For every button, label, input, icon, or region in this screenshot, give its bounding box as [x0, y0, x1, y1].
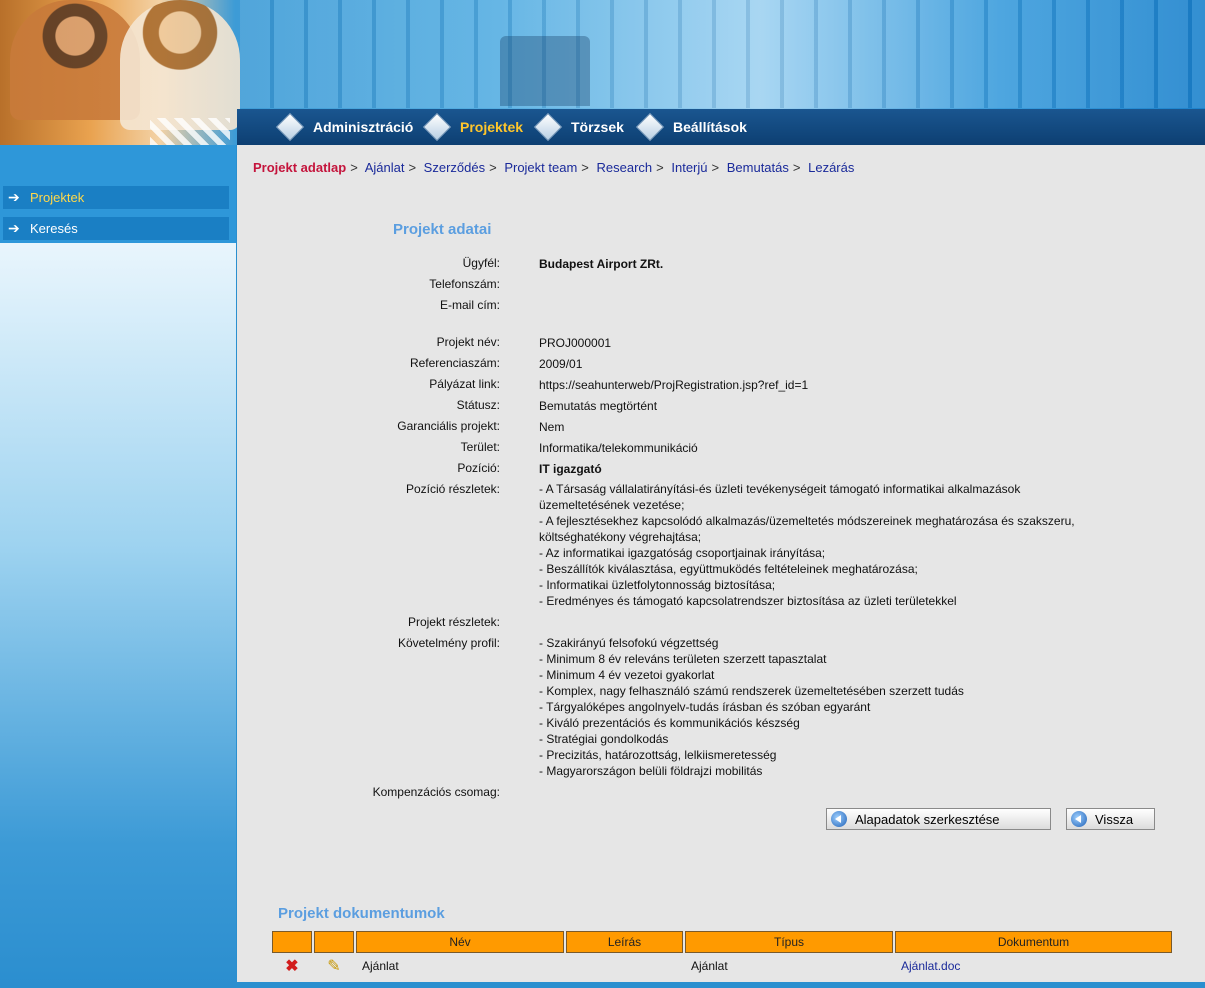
table-header-row	[272, 931, 1172, 953]
delete-cell	[272, 953, 312, 979]
document-name: Ajánlat	[362, 959, 399, 973]
table-row	[272, 953, 1172, 979]
documents-section-title: Projekt dokumentumok	[278, 905, 445, 922]
breadcrumb-item-research[interactable]: Research	[596, 160, 653, 175]
nav-diamond-icon	[277, 114, 303, 140]
field-value-tender-link: https://seahunterweb/ProjRegistration.jsp?ref_id=1	[539, 378, 809, 392]
document-description	[566, 953, 683, 979]
pencil-icon[interactable]: ✎	[327, 958, 341, 975]
requirement-line: - Tárgyalóképes angolnyelv-tudás írásban és szóban egyaránt	[539, 700, 871, 714]
field-label-position: Pozíció:	[457, 461, 500, 475]
column-header-type[interactable]: Típus	[685, 931, 893, 953]
column-header-description[interactable]: Leírás	[566, 931, 683, 953]
requirement-line: - Minimum 8 év releváns területen szerzett tapasztalat	[539, 652, 827, 666]
banner-office-image	[240, 0, 1205, 108]
breadcrumb-separator: >	[711, 160, 720, 175]
column-header-document[interactable]: Dokumentum	[895, 931, 1172, 953]
field-label-project-details: Projekt részletek:	[407, 615, 500, 629]
back-button[interactable]	[1066, 808, 1155, 830]
field-label-requirements: Követelmény profil:	[397, 636, 500, 650]
field-label-email: E-mail cím:	[440, 298, 500, 312]
sidebar	[0, 145, 236, 988]
back-label: Vissza	[1095, 811, 1134, 827]
requirement-line: - Komplex, nagy felhasználó számú rendszerek üzemeltetésében szerzett tudás	[539, 684, 964, 698]
column-header-edit	[314, 931, 354, 953]
breadcrumb-item-szerzodes[interactable]: Szerződés	[423, 160, 486, 175]
field-label-client: Ügyfél:	[462, 256, 500, 270]
nav-item-label: Törzsek	[571, 119, 624, 135]
breadcrumb-separator: >	[350, 160, 358, 175]
field-label-status: Státusz:	[456, 398, 500, 412]
position-detail-line: - Beszállítók kiválasztása, együttmuködés feltételeinek meghatározása;	[539, 562, 918, 576]
breadcrumb-item-projekt-team[interactable]: Projekt team	[504, 160, 578, 175]
banner-pixel-decoration	[150, 118, 230, 145]
field-label-reference: Referenciaszám:	[409, 356, 500, 370]
banner-person-image	[120, 0, 240, 130]
nav-diamond-icon	[637, 114, 663, 140]
breadcrumb-separator: >	[489, 160, 497, 175]
main-content	[237, 145, 1205, 982]
field-value-requirements	[539, 635, 1159, 779]
breadcrumb-separator: >	[792, 160, 801, 175]
breadcrumb	[253, 160, 854, 175]
requirement-line: - Szakirányú felsofokú végzettség	[539, 636, 719, 650]
project-section-title: Projekt adatai	[393, 221, 492, 238]
column-header-delete	[272, 931, 312, 953]
field-value-guarantee: Nem	[539, 420, 565, 434]
banner-desk-image	[500, 36, 590, 106]
edit-basic-data-label: Alapadatok szerkesztése	[855, 811, 1000, 827]
requirement-line: - Precizitás, határozottság, lelkiismeretesség	[539, 748, 777, 762]
document-file-link[interactable]: Ajánlat.doc	[901, 959, 961, 973]
top-navigation	[237, 109, 1205, 145]
field-value-area: Informatika/telekommunikáció	[539, 441, 698, 455]
sidebar-item-label: Projektek	[30, 190, 85, 205]
sidebar-item-kereses[interactable]	[3, 217, 229, 240]
breadcrumb-item-bemutatas[interactable]: Bemutatás	[726, 160, 789, 175]
nav-item-torzsek[interactable]	[535, 109, 624, 145]
breadcrumb-item-interju[interactable]: Interjú	[671, 160, 708, 175]
nav-item-label: Projektek	[460, 119, 524, 135]
requirement-line: - Minimum 4 év vezetoi gyakorlat	[539, 668, 715, 682]
field-label-phone: Telefonszám:	[429, 277, 500, 291]
breadcrumb-item-ajanlat[interactable]: Ajánlat	[364, 160, 405, 175]
documents-table	[270, 931, 1174, 979]
field-value-position-details	[539, 481, 1159, 609]
edit-cell	[314, 953, 354, 979]
arrow-right-icon: ➔	[8, 220, 20, 236]
nav-diamond-icon	[424, 114, 450, 140]
delete-icon[interactable]: ✖	[285, 958, 299, 975]
nav-item-label: Adminisztráció	[313, 119, 414, 135]
field-label-tender-link: Pályázat link:	[429, 377, 500, 391]
position-detail-line: - Az informatikai igazgatóság csoportjainak irányítása;	[539, 546, 826, 560]
sidebar-item-label: Keresés	[30, 221, 78, 236]
arrow-circle-icon	[831, 811, 847, 827]
requirement-line: - Kiváló prezentációs és kommunikációs készség	[539, 716, 800, 730]
position-detail-line: - Informatikai üzletfolytonnosság biztosítása;	[539, 578, 776, 592]
nav-item-beallitasok[interactable]	[637, 109, 747, 145]
sidebar-item-projektek[interactable]	[3, 186, 229, 209]
field-label-compensation: Kompenzációs csomag:	[372, 785, 500, 799]
breadcrumb-item-lezaras[interactable]: Lezárás	[808, 160, 855, 175]
field-label-area: Terület:	[460, 440, 500, 454]
requirement-line: - Stratégiai gondolkodás	[539, 732, 669, 746]
field-value-position: IT igazgató	[539, 462, 602, 476]
field-value-reference: 2009/01	[539, 357, 583, 371]
field-label-project-name: Projekt név:	[436, 335, 500, 349]
arrow-right-icon: ➔	[8, 189, 20, 205]
breadcrumb-separator: >	[408, 160, 417, 175]
field-value-status: Bemutatás megtörtént	[539, 399, 658, 413]
field-label-guarantee: Garanciális projekt:	[397, 419, 500, 433]
document-file-cell	[895, 953, 1172, 979]
column-header-name[interactable]: Név	[356, 931, 564, 953]
position-detail-line: üzemeltetésének vezetése;	[539, 498, 685, 512]
position-detail-line: - Eredményes és támogató kapcsolatrendszer biztosítása az üzleti területekkel	[539, 594, 957, 608]
arrow-circle-icon	[1071, 811, 1087, 827]
nav-item-adminisztracio[interactable]	[277, 109, 413, 145]
position-detail-line: - A fejlesztésekhez kapcsolódó alkalmazás/üzemeltetés módszereinek meghatározása és szakszeru,	[539, 514, 1075, 528]
document-type: Ajánlat	[691, 959, 728, 973]
nav-item-projektek[interactable]	[424, 109, 523, 145]
breadcrumb-item-projekt-adatlap[interactable]: Projekt adatlap	[253, 160, 347, 175]
requirement-line: - Magyarországon belüli földrajzi mobilitás	[539, 764, 763, 778]
position-detail-line: - A Társaság vállalatirányítási-és üzleti tevékenységeit támogató informatikai alkalmazások	[539, 482, 1021, 496]
nav-diamond-icon	[535, 114, 561, 140]
breadcrumb-separator: >	[656, 160, 664, 175]
edit-basic-data-button[interactable]	[826, 808, 1051, 830]
field-label-position-details: Pozíció részletek:	[405, 482, 500, 496]
nav-item-label: Beállítások	[673, 119, 747, 135]
position-detail-line: költséghatékony végrehajtása;	[539, 530, 702, 544]
breadcrumb-separator: >	[581, 160, 589, 175]
field-value-project-name: PROJ000001	[539, 336, 612, 350]
field-value-client: Budapest Airport ZRt.	[539, 257, 664, 271]
